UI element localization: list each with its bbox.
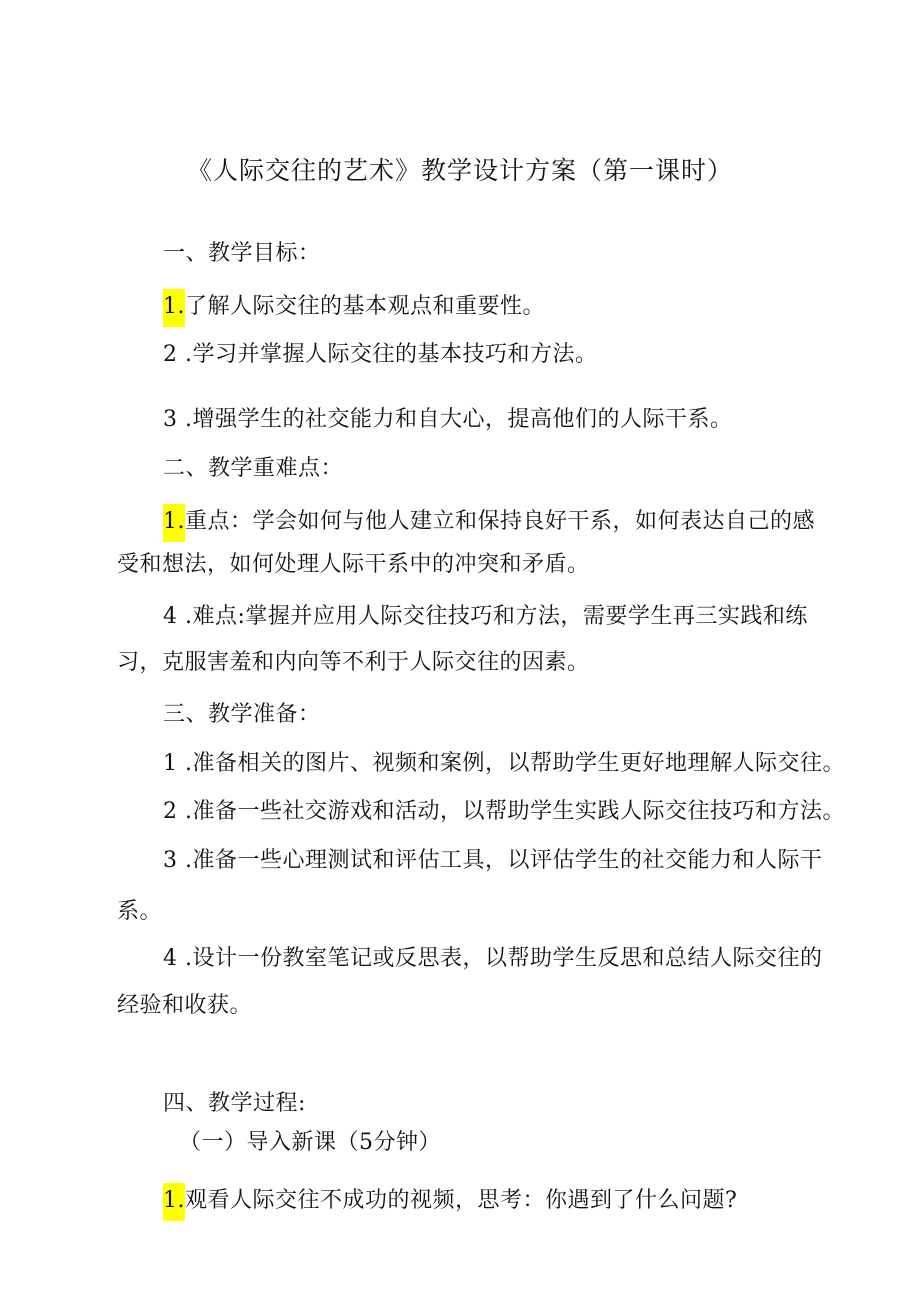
process-subheading-intro: （一）导入新课（5分钟） [179,1130,441,1155]
preparation-item-3-continued: 系。 [117,899,163,924]
objective-item-1-text: 了解人际交往的基本观点和重要性。 [185,294,546,319]
preparation-item-4: 4 .设计一份教室笔记或反思表，以帮助学生反思和总结人际交往的 [163,946,823,971]
preparation-item-1: 1 .准备相关的图片、视频和案例，以帮助学生更好地理解人际交往。 [163,751,845,776]
section-heading-objectives: 一、教学目标： [163,241,321,266]
key-point-item-1-text: 重点：学会如何与他人建立和保持良好干系，如何表达自己的感 [185,509,816,534]
process-item-1-text: 观看人际交往不成功的视频，思考：你遇到了什么问题? [185,1188,738,1213]
key-point-item-2-continued: 习，克服害羞和内向等不利于人际交往的因素。 [117,650,590,675]
key-point-item-1-continued: 受和想法，如何处理人际干系中的冲突和矛盾。 [117,552,590,577]
objective-item-3: 3 .增强学生的社交能力和自大心，提高他们的人际干系。 [163,407,733,432]
section-heading-process: 四、教学过程: [163,1091,306,1116]
section-heading-key-points: 二、教学重难点： [163,456,344,481]
preparation-item-4-continued: 经验和收获。 [117,993,253,1018]
process-item-1 [163,1183,737,1221]
objective-item-1 [163,289,545,327]
document-title: 《人际交往的艺术》教学设计方案（第一课时） [186,156,733,185]
preparation-item-3: 3 .准备一些心理测试和评估工具，以评估学生的社交能力和人际干 [163,848,823,873]
key-point-item-2: 4 .难点:掌握并应用人际交往技巧和方法，需要学生再三实践和练 [163,604,808,629]
highlighted-number: 1. [163,1183,185,1221]
section-heading-preparation: 三、教学准备： [163,702,321,727]
objective-item-2: 2 .学习并掌握人际交往的基本技巧和方法。 [163,342,598,367]
preparation-item-2: 2 .准备一些社交游戏和活动，以帮助学生实践人际交往技巧和方法。 [163,799,845,824]
highlighted-number: 1. [163,504,185,542]
key-point-item-1 [163,504,815,542]
highlighted-number: 1. [163,289,185,327]
